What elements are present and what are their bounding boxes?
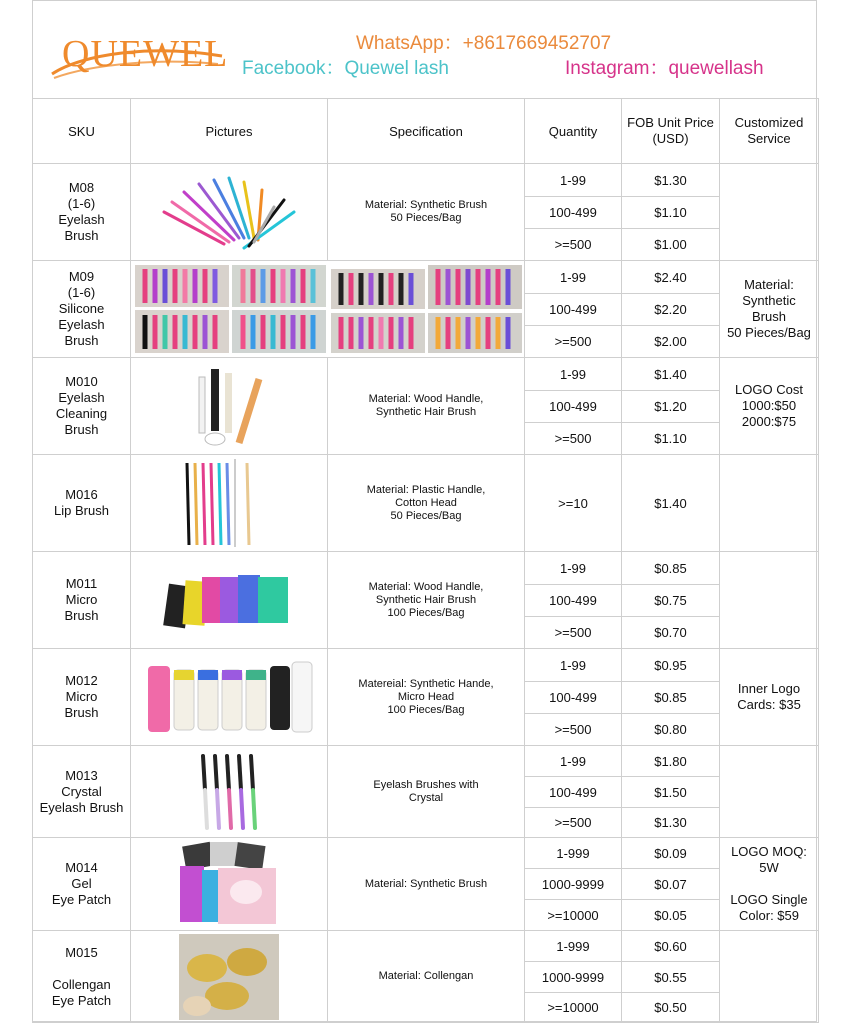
sku-cell: M09 (1-6) Silicone Eyelash Brush <box>33 261 131 358</box>
service-cell-empty <box>720 931 819 1023</box>
price-cell: $1.10 <box>622 423 720 455</box>
price-table <box>32 98 819 1023</box>
specification-cell: Material: Wood Handle, Synthetic Hair Brush 100 Pieces/Bag <box>328 552 525 649</box>
specification-cell: Material: Synthetic Brush 50 Pieces/Bag <box>328 164 525 261</box>
facebook-contact: Facebook：Quewel lash <box>242 58 449 79</box>
price-cell: $2.40 <box>622 261 720 294</box>
service-cell: LOGO MOQ: 5W LOGO Single Color: $59 <box>720 838 819 931</box>
price-cell: $1.40 <box>622 455 720 552</box>
cleaning-brush-icon <box>169 363 289 449</box>
sku-cell: M015 Collengan Eye Patch <box>33 931 131 1023</box>
quewel-logo <box>42 14 232 86</box>
collagen-patch-icon <box>177 932 281 1022</box>
quantity-cell: 1-99 <box>525 649 622 682</box>
table-row <box>33 261 819 294</box>
quantity-cell: 1-999 <box>525 838 622 869</box>
column-header-pictures: Pictures <box>131 99 328 164</box>
whatsapp-contact: WhatsApp：+8617669452707 <box>356 33 612 54</box>
product-picture <box>131 261 525 358</box>
quantity-cell: >=10000 <box>525 900 622 931</box>
price-cell: $0.60 <box>622 931 720 962</box>
product-picture <box>131 164 328 261</box>
service-cell: LOGO Cost 1000:$50 2000:$75 <box>720 358 819 455</box>
quantity-cell: 1000-9999 <box>525 869 622 900</box>
quantity-cell: 1000-9999 <box>525 962 622 993</box>
quantity-cell: >=500 <box>525 808 622 838</box>
crystal-brush-icon <box>189 750 269 834</box>
price-cell: $1.30 <box>622 164 720 197</box>
quantity-cell: 1-99 <box>525 261 622 294</box>
header <box>32 0 817 98</box>
quantity-cell: >=500 <box>525 229 622 261</box>
quantity-cell: 1-99 <box>525 552 622 585</box>
quantity-cell: 1-99 <box>525 358 622 391</box>
table-row <box>33 552 819 585</box>
service-cell-empty <box>720 164 819 261</box>
table-row <box>33 931 819 962</box>
service-cell: Material: Synthetic Brush 50 Pieces/Bag <box>720 261 819 358</box>
lip-brush-icon <box>169 457 289 549</box>
table-row <box>33 358 819 391</box>
specification-cell: Material: Plastic Handle, Cotton Head 50 Pieces/Bag <box>328 455 525 552</box>
table-row <box>33 164 819 197</box>
price-cell: $1.10 <box>622 197 720 229</box>
column-header-price: FOB Unit Price (USD) <box>622 99 720 164</box>
silicone-wand-grid-icon <box>133 263 523 355</box>
price-cell: $0.09 <box>622 838 720 869</box>
price-cell: $0.75 <box>622 585 720 617</box>
product-picture <box>131 358 328 455</box>
price-cell: $1.30 <box>622 808 720 838</box>
price-cell: $2.20 <box>622 294 720 326</box>
gel-patch-icon <box>174 840 284 928</box>
price-cell: $0.95 <box>622 649 720 682</box>
sku-cell: M010 Eyelash Cleaning Brush <box>33 358 131 455</box>
price-cell: $0.85 <box>622 552 720 585</box>
quantity-cell: >=500 <box>525 714 622 746</box>
specification-cell: Material: Collengan <box>328 931 525 1023</box>
quantity-cell: 100-499 <box>525 777 622 808</box>
table-row <box>33 746 819 777</box>
specification-cell: Matereial: Synthetic Hande, Micro Head 100 Pieces/Bag <box>328 649 525 746</box>
sku-cell: M013 Crystal Eyelash Brush <box>33 746 131 838</box>
logo-text: QUEWEL <box>62 33 229 75</box>
price-cell: $0.85 <box>622 682 720 714</box>
product-picture <box>131 838 328 931</box>
specification-cell: Eyelash Brushes with Crystal <box>328 746 525 838</box>
price-cell: $1.40 <box>622 358 720 391</box>
quantity-cell: 1-99 <box>525 164 622 197</box>
sku-cell: M08 (1-6) Eyelash Brush <box>33 164 131 261</box>
column-header-sku: SKU <box>33 99 131 164</box>
micro-brush-tubes-icon <box>144 658 314 736</box>
quantity-cell: >=500 <box>525 326 622 358</box>
product-picture <box>131 649 328 746</box>
price-cell: $0.80 <box>622 714 720 746</box>
price-cell: $1.50 <box>622 777 720 808</box>
column-header-specification: Specification <box>328 99 525 164</box>
price-cell: $1.80 <box>622 746 720 777</box>
price-cell: $1.20 <box>622 391 720 423</box>
table-header-row <box>33 99 819 164</box>
sku-cell: M014 Gel Eye Patch <box>33 838 131 931</box>
column-header-quantity: Quantity <box>525 99 622 164</box>
price-cell: $0.55 <box>622 962 720 993</box>
quantity-cell: >=500 <box>525 423 622 455</box>
table-row <box>33 838 819 869</box>
quantity-cell: >=10000 <box>525 993 622 1023</box>
product-picture <box>131 552 328 649</box>
service-cell-empty <box>720 746 819 838</box>
quantity-cell: >=10 <box>525 455 622 552</box>
instagram-contact: Instagram：quewellash <box>565 58 764 79</box>
price-cell: $0.70 <box>622 617 720 649</box>
service-cell-empty <box>720 552 819 649</box>
micro-brush-bags-icon <box>154 565 304 635</box>
sku-cell: M011 Micro Brush <box>33 552 131 649</box>
pink-mascara-wands-icon <box>154 172 304 252</box>
quantity-cell: 1-999 <box>525 931 622 962</box>
price-cell: $0.05 <box>622 900 720 931</box>
price-cell: $0.07 <box>622 869 720 900</box>
product-picture <box>131 455 328 552</box>
quantity-cell: 100-499 <box>525 197 622 229</box>
sku-cell: M012 Micro Brush <box>33 649 131 746</box>
product-picture <box>131 931 328 1023</box>
service-cell: Inner Logo Cards: $35 <box>720 649 819 746</box>
sku-cell: M016 Lip Brush <box>33 455 131 552</box>
price-cell: $0.50 <box>622 993 720 1023</box>
table-row <box>33 455 819 552</box>
price-cell: $1.00 <box>622 229 720 261</box>
quantity-cell: 100-499 <box>525 585 622 617</box>
quantity-cell: 100-499 <box>525 391 622 423</box>
specification-cell: Material: Wood Handle, Synthetic Hair Brush <box>328 358 525 455</box>
price-cell: $2.00 <box>622 326 720 358</box>
table-row <box>33 649 819 682</box>
column-header-service: Customized Service <box>720 99 819 164</box>
quantity-cell: 1-99 <box>525 746 622 777</box>
product-picture <box>131 746 328 838</box>
service-cell-empty <box>720 455 819 552</box>
specification-cell: Material: Synthetic Brush <box>328 838 525 931</box>
quantity-cell: 100-499 <box>525 682 622 714</box>
quantity-cell: 100-499 <box>525 294 622 326</box>
quantity-cell: >=500 <box>525 617 622 649</box>
